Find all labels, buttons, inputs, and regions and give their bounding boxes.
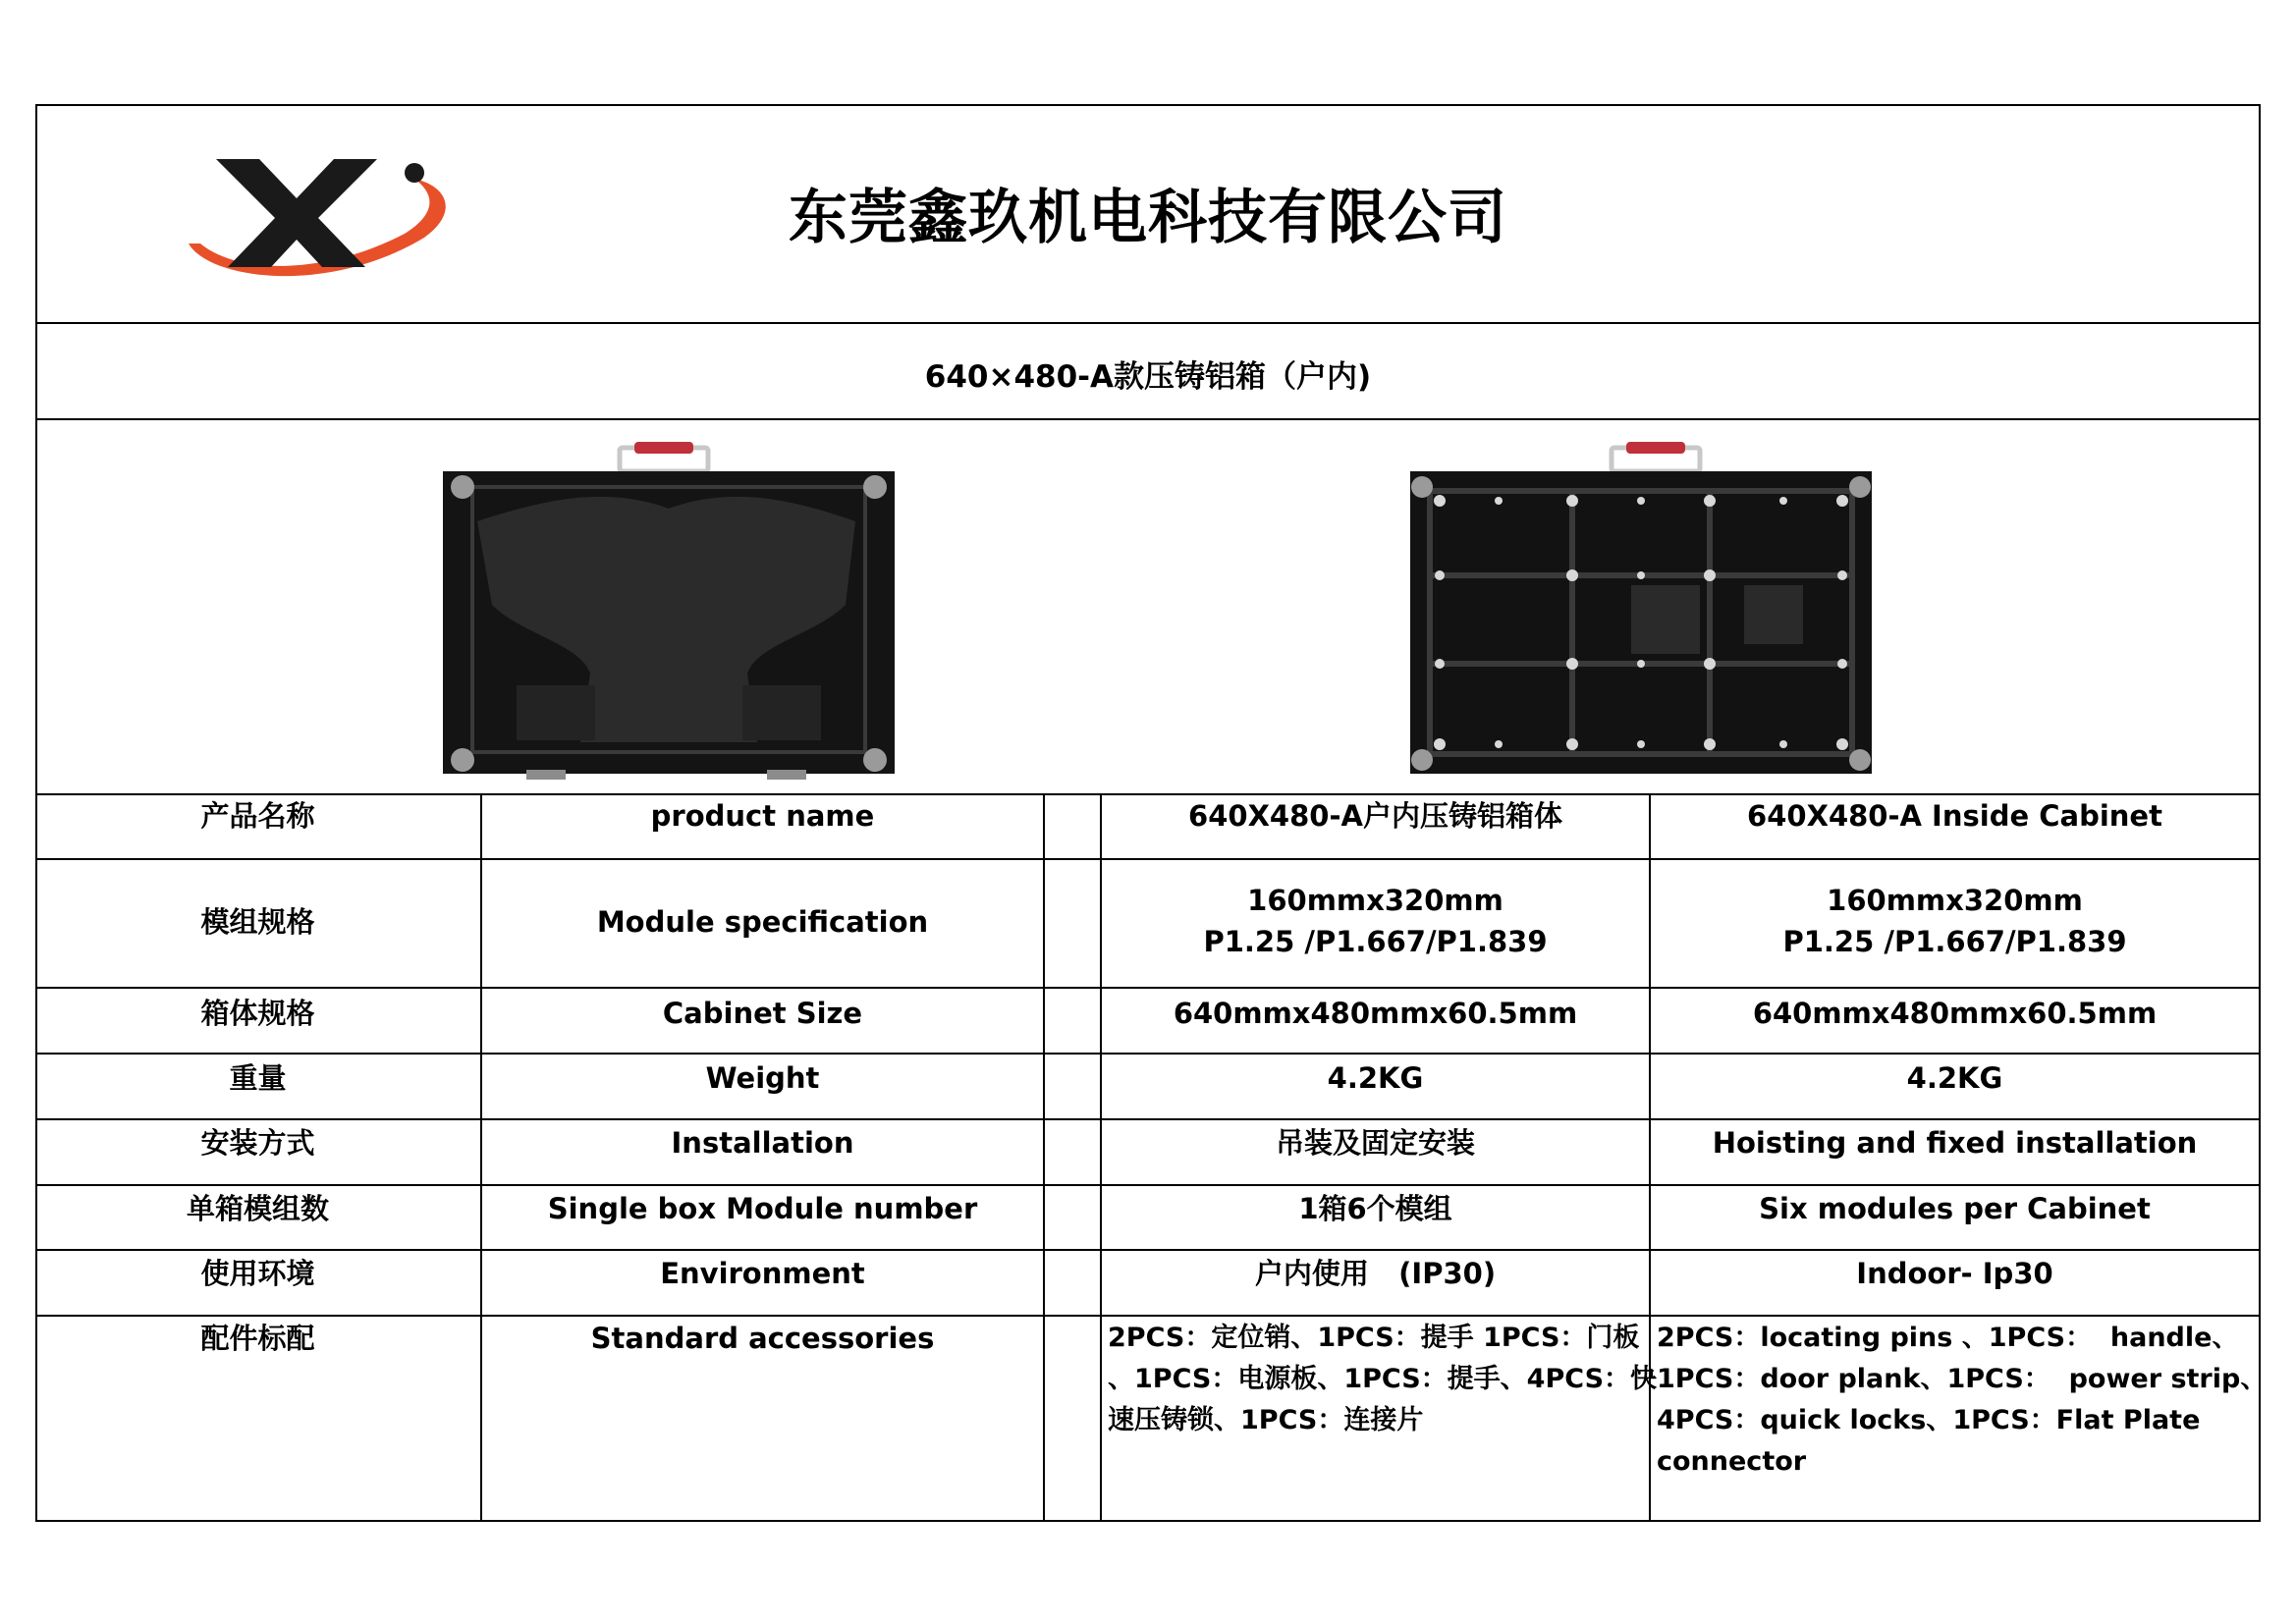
divider-row2 [35,987,2261,989]
installation-value-en: Hoisting and fixed installation [1712,1126,2198,1160]
row-cabinet-size-en: Cabinet Size [662,997,863,1030]
row-module-spec-cn: 模组规格 [200,905,315,939]
row-module-number-en: Single box Module number [547,1192,978,1225]
divider-row7 [35,1315,2261,1317]
divider-row4 [35,1118,2261,1120]
accessories-value-cn-line3: 速压铸锁、1PCS：连接片 [1108,1405,1424,1435]
accessories-value-en-line4: connector [1657,1446,1807,1477]
cabinet-size-value-en: 640mmx480mmx60.5mm [1752,997,2158,1030]
module-spec-value-en-line1: 160mmx320mm [1827,884,2083,917]
module-number-value-cn: 1箱6个模组 [1298,1192,1452,1225]
accessories-value-en-line3: 4PCS：quick locks、1PCS：Flat Plate [1657,1405,2201,1435]
environment-value-cn: 户内使用 (IP30) [1254,1257,1497,1290]
divider-title [35,418,2261,420]
divider-row1 [35,858,2261,860]
product-name-value-cn: 640X480-A户内压铸铝箱体 [1188,799,1562,833]
cabinet-back-photo [433,428,934,782]
divider-row5 [35,1184,2261,1186]
installation-value-cn: 吊装及固定安装 [1275,1126,1475,1160]
col-divider-2 [1043,793,1045,1520]
row-module-number-cn: 单箱模组数 [186,1192,329,1225]
accessories-value-en-line2: 1PCS：door plank、1PCS： power strip、 [1657,1364,2268,1394]
row-product-name-cn: 产品名称 [200,799,315,833]
row-accessories-cn: 配件标配 [200,1322,315,1355]
accessories-value-cn-line2: 、1PCS：电源板、1PCS：提手、4PCS：快 [1108,1364,1658,1394]
row-weight-cn: 重量 [229,1061,287,1095]
row-environment-en: Environment [660,1257,865,1290]
spec-sheet [35,104,2268,1522]
weight-value-cn: 4.2KG [1327,1061,1424,1095]
cabinet-size-value-cn: 640mmx480mmx60.5mm [1173,997,1578,1030]
border-bottom [35,1520,2261,1522]
company-name: 东莞鑫玖机电科技有限公司 [789,184,1507,252]
divider-row6 [35,1249,2261,1251]
row-weight-en: Weight [705,1061,820,1095]
accessories-value-cn-line1: 2PCS：定位销、1PCS：提手 1PCS：门板 [1108,1323,1640,1353]
module-spec-value-cn-line2: P1.25 /P1.667/P1.839 [1203,925,1548,958]
row-product-name-en: product name [650,799,875,833]
module-spec-value-en-line2: P1.25 /P1.667/P1.839 [1782,925,2127,958]
row-environment-cn: 使用环境 [200,1257,315,1290]
weight-value-en: 4.2KG [1906,1061,2003,1095]
divider-row3 [35,1053,2261,1055]
border-right [2259,104,2261,1522]
row-module-spec-en: Module specification [596,905,929,939]
row-cabinet-size-cn: 箱体规格 [200,997,315,1030]
product-name-value-en: 640X480-A Inside Cabinet [1747,799,2162,833]
environment-value-en: Indoor- Ip30 [1856,1257,2053,1290]
accessories-value-en-line1: 2PCS：locating pins 、1PCS： handle、 [1657,1323,2239,1353]
divider-header [35,322,2261,324]
module-spec-value-cn-line1: 160mmx320mm [1247,884,1503,917]
border-top [35,104,2261,106]
cabinet-inside-photo [1400,428,1901,782]
product-title: 640×480-A款压铸铝箱（户内) [924,359,1372,395]
row-accessories-en: Standard accessories [590,1322,935,1355]
row-installation-en: Installation [671,1126,854,1160]
module-number-value-en: Six modules per Cabinet [1759,1192,2151,1225]
row-installation-cn: 安装方式 [200,1126,315,1160]
